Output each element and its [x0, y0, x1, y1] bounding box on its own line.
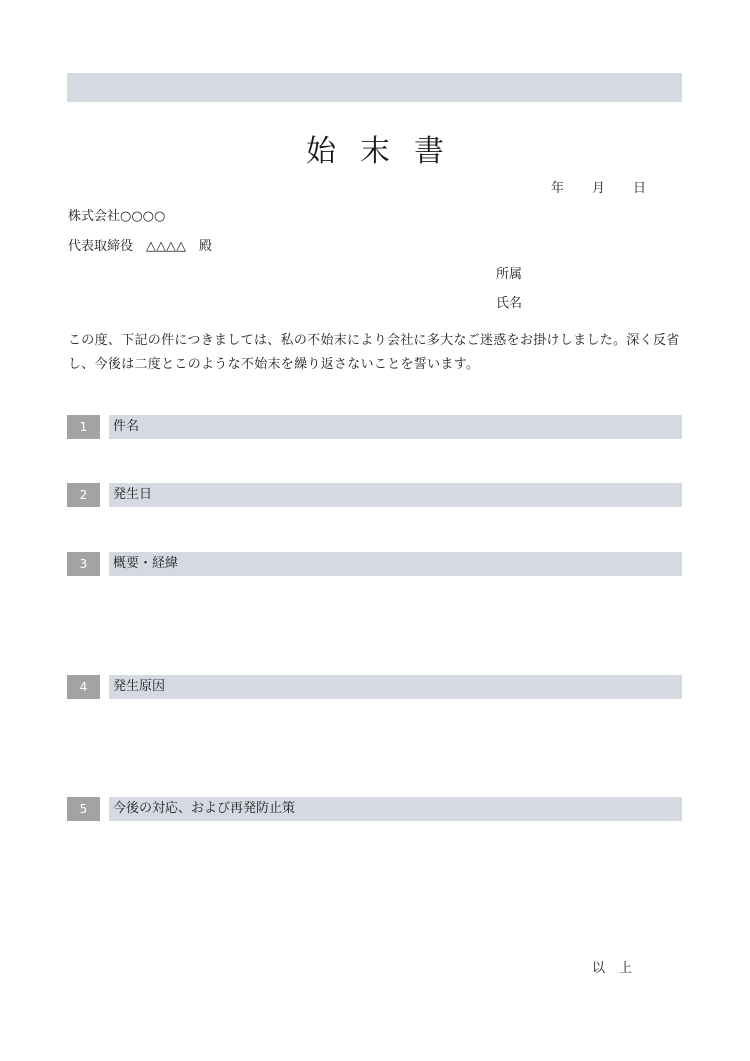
section-number: 5: [67, 797, 100, 821]
section-number: 3: [67, 552, 100, 576]
header-band: [67, 73, 682, 102]
section-cause: [67, 675, 682, 699]
closing-mark: 以上: [591, 961, 646, 976]
section-subject: [67, 415, 682, 439]
document-title: 始末書: [306, 134, 468, 169]
section-summary: [67, 552, 682, 576]
section-label: 今後の対応、および再発防止策: [109, 797, 682, 821]
section-label: 発生原因: [109, 675, 682, 699]
section-number: 4: [67, 675, 100, 699]
recipient-representative: 代表取締役 △△△△ 殿: [68, 239, 212, 254]
sender-affiliation: 所属: [496, 267, 523, 282]
section-occurrence-date: [67, 483, 682, 507]
section-label: 発生日: [109, 483, 682, 507]
date-day: 日: [632, 181, 646, 196]
section-prevention: [67, 797, 682, 821]
section-number: 1: [67, 415, 100, 439]
apology-statement: この度、下記の件につきましては、私の不始末により会社に多大なご迷惑をお掛けしました。深く反省し、今後は二度とこのような不始末を繰り返さないことを誓います。: [68, 333, 680, 372]
section-number: 2: [67, 483, 100, 507]
section-label: 概要・経緯: [109, 552, 682, 576]
date-month: 月: [591, 181, 605, 196]
date-line: [551, 180, 646, 198]
section-label: 件名: [109, 415, 682, 439]
date-year: 年: [550, 181, 564, 196]
sender-name: 氏名: [496, 296, 523, 311]
recipient-company: 株式会社○○○○: [68, 209, 166, 224]
